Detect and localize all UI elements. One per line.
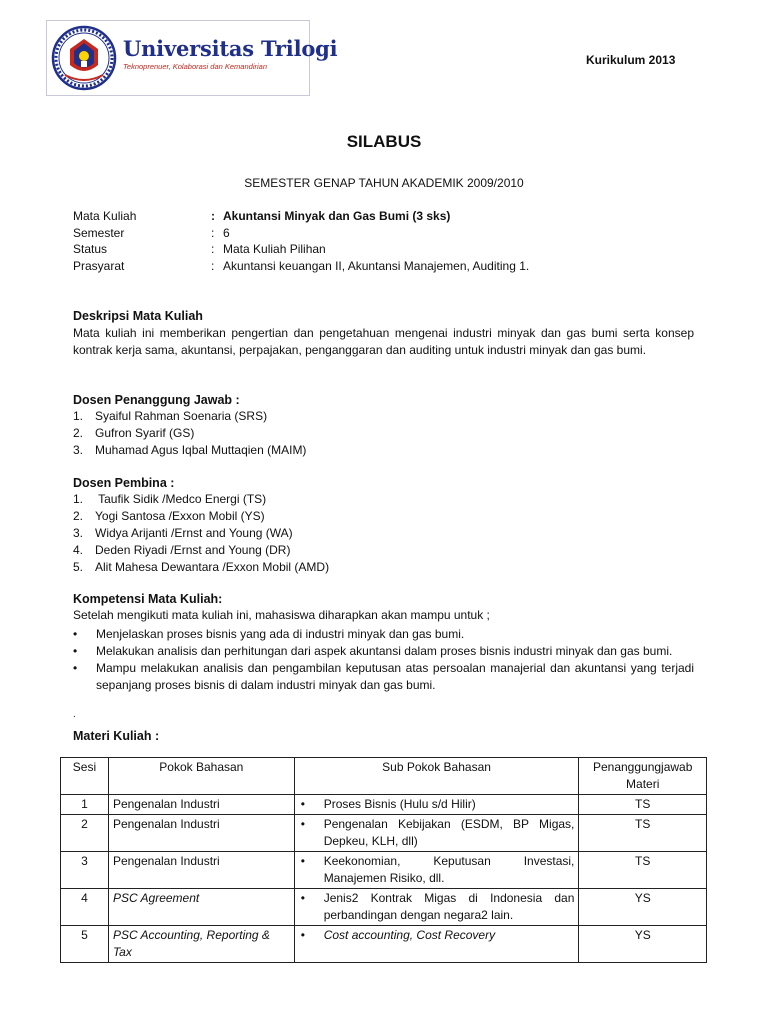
deskripsi-text: Mata kuliah ini memberikan pengertian dan pengetahuan mengenai industri minyak dan gas bumi serta konsep kontrak kerja sama, akuntansi, perpajakan, penganggaran dan auditing untuk industri minyak dan gas bumi.: [73, 326, 694, 357]
cell-pokok: Pengenalan Industri: [108, 852, 294, 889]
list-item: • Menjelaskan proses bisnis yang ada di industri minyak dan gas bumi.: [73, 627, 465, 641]
university-name: Universitas Trilogi: [123, 36, 338, 61]
bullet-icon: •: [73, 644, 78, 658]
list-item: • Melakukan analisis dan perhitungan dari aspek akuntansi dalam proses bisnis industri minyak dan gas bumi.: [73, 644, 673, 658]
list-item: 3. Widya Arijanti /Ernst and Young (WA): [73, 526, 293, 540]
meta-colon: :: [211, 242, 215, 256]
table-row: [61, 926, 707, 963]
column-header-pokok: Pokok Bahasan: [108, 758, 294, 795]
stray-mark: .: [73, 709, 76, 720]
university-logo: [46, 20, 338, 96]
table-header-row: [61, 758, 707, 795]
materi-heading: Materi Kuliah :: [73, 729, 160, 743]
table-row: [61, 815, 707, 852]
list-item: 1. Syaiful Rahman Soenaria (SRS): [73, 409, 268, 423]
logo-wordmark: [123, 37, 337, 72]
dosen-penanggung-heading: Dosen Penanggung Jawab :: [73, 393, 240, 407]
cell-sesi: 3: [61, 852, 109, 889]
meta-label: Semester: [73, 226, 125, 240]
cell-pokok: PSC Accounting, Reporting & Tax: [108, 926, 294, 963]
cell-sesi: 5: [61, 926, 109, 963]
curriculum-label: Kurikulum 2013: [586, 53, 676, 67]
cell-pokok: PSC Agreement: [108, 889, 294, 926]
list-item: 5. Alit Mahesa Dewantara /Exxon Mobil (AMD): [73, 560, 330, 574]
cell-pj: YS: [579, 926, 707, 963]
bullet-icon: •: [300, 928, 305, 942]
bullet-icon: •: [73, 627, 78, 641]
list-item: 2. Gufron Syarif (GS): [73, 426, 195, 440]
meta-label: Prasyarat: [73, 259, 125, 273]
kompetensi-heading: Kompetensi Mata Kuliah:: [73, 592, 223, 606]
cell-pj: TS: [579, 795, 707, 815]
cell-sub: • Pengenalan Kebijakan (ESDM, BP Migas, Depkeu, KLH, dll): [294, 815, 579, 852]
cell-pj: TS: [579, 815, 707, 852]
bullet-icon: •: [300, 854, 305, 868]
bullet-icon: •: [73, 661, 78, 675]
list-item: • Mampu melakukan analisis dan pengambilan keputusan atas persoalan manajerial dan akuntansi yang terjadi sepanjang proses bisnis di dalam industri minyak dan gas bumi.: [73, 661, 694, 692]
column-header-sesi: Sesi: [61, 758, 109, 795]
cell-sesi: 4: [61, 889, 109, 926]
deskripsi-heading: Deskripsi Mata Kuliah: [73, 309, 203, 323]
table-row: [61, 889, 707, 926]
semester-line: SEMESTER GENAP TAHUN AKADEMIK 2009/2010: [244, 176, 524, 190]
cell-sesi: 2: [61, 815, 109, 852]
cell-sub: • Keekonomian, Keputusan Investasi, Manajemen Risiko, dll.: [294, 852, 579, 889]
bullet-icon: •: [300, 891, 305, 905]
bullet-icon: •: [300, 817, 305, 831]
cell-sesi: 1: [61, 795, 109, 815]
table-row: [61, 852, 707, 889]
meta-colon: :: [211, 226, 215, 240]
cell-pj: YS: [579, 889, 707, 926]
table-row: [61, 795, 707, 815]
meta-value: Mata Kuliah Pilihan: [223, 242, 326, 256]
list-item: 4. Deden Riyadi /Ernst and Young (DR): [73, 543, 291, 557]
meta-label: Status: [73, 242, 108, 256]
meta-colon: :: [211, 259, 215, 273]
cell-pj: TS: [579, 852, 707, 889]
cell-pokok: Pengenalan Industri: [108, 815, 294, 852]
dosen-pembina-list: [73, 491, 329, 576]
cell-sub: • Proses Bisnis (Hulu s/d Hilir): [294, 795, 579, 815]
materi-table: [60, 757, 707, 963]
bullet-icon: •: [300, 797, 305, 811]
list-item: 1. Taufik Sidik /Medco Energi (TS): [73, 492, 267, 506]
page-title: SILABUS: [346, 132, 422, 151]
university-tagline: Teknoprenuer, Kolaborasi dan Kemandirian: [123, 62, 267, 71]
cell-sub: • Cost accounting, Cost Recovery: [294, 926, 579, 963]
cell-pokok: Pengenalan Industri: [108, 795, 294, 815]
list-item: 2. Yogi Santosa /Exxon Mobil (YS): [73, 509, 265, 523]
column-header-sub: Sub Pokok Bahasan: [294, 758, 579, 795]
meta-label: Mata Kuliah: [73, 209, 137, 223]
dosen-pembina-heading: Dosen Pembina :: [73, 476, 175, 490]
meta-value: 6: [223, 226, 230, 240]
university-seal-icon: [51, 25, 117, 91]
kompetensi-intro: Setelah mengikuti mata kuliah ini, mahasiswa diharapkan akan mampu untuk ;: [73, 608, 490, 622]
meta-value-course: Akuntansi Minyak dan Gas Bumi (3 sks): [223, 209, 451, 223]
cell-sub: • Jenis2 Kontrak Migas di Indonesia dan perbandingan dengan negara2 lain.: [294, 889, 579, 926]
meta-value: Akuntansi keuangan II, Akuntansi Manajemen, Auditing 1.: [223, 259, 530, 273]
dosen-penanggung-list: [73, 408, 306, 459]
column-header-pj: Penanggungjawab Materi: [579, 758, 707, 795]
kompetensi-list: [73, 626, 694, 694]
meta-colon: :: [211, 209, 215, 223]
list-item: 3. Muhamad Agus Iqbal Muttaqien (MAIM): [73, 443, 307, 457]
